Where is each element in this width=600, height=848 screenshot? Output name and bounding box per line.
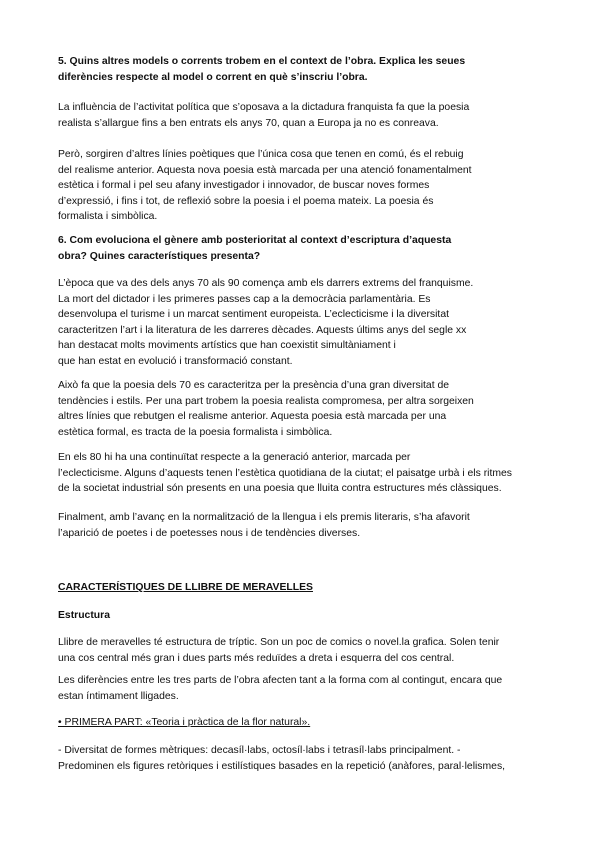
text-line: 5. Quins altres models o corrents trobem en el context de l’obra. Explica les seues bbox=[58, 56, 466, 67]
text-line: Les diferències entre les tres parts de l’obra afecten tant a la forma com al contingut, encara que bbox=[58, 675, 503, 686]
question-6-title bbox=[58, 233, 451, 264]
text-line: del realisme anterior. Aquesta nova poesia està marcada per una atenció fonamentalment bbox=[58, 164, 472, 176]
text-line: que han estat en evolució i transformació constant. bbox=[58, 355, 293, 367]
question-6-paragraph-2 bbox=[58, 378, 474, 440]
text-line: l’aparició de poetes i de poetesses nous i de tendències diverses. bbox=[58, 527, 361, 539]
text-line: de la societat industrial són presents en una poesia que lluita contra estructures més clàssiques. bbox=[58, 483, 502, 495]
text-line: La mort del dictador i les primeres passes cap a la democràcia parlamentària. Es bbox=[58, 293, 431, 305]
text-line: diferències respecte al model o corrent en què s’inscriu l’obra. bbox=[58, 71, 368, 83]
text-line: Però, sorgiren d’altres línies poètiques que l’única cosa que tenen en comú, és el rebuig bbox=[58, 149, 464, 160]
text-line: estètica i formal i pel seu afany investigador i innovador, de buscar noves formes bbox=[58, 180, 430, 192]
text-line: 6. Com evoluciona el gènere amb posterioritat al context d’escriptura d’aquesta bbox=[58, 235, 452, 246]
question-5-paragraph-2 bbox=[58, 147, 472, 225]
question-6-paragraph-4 bbox=[58, 510, 470, 541]
text-line: La influència de l’activitat política que s’oposava a la dictadura franquista fa que la poesia bbox=[58, 102, 470, 113]
question-6-paragraph-1 bbox=[58, 276, 473, 370]
text-line: estan íntimament lligades. bbox=[58, 690, 179, 702]
text-line: desenvolupa el turisme i un marcat sentiment europeista. L’eclecticisme i la diversitat bbox=[58, 309, 449, 321]
text-line: han destacat molts moviments artístics que han coexistit simultàniament i bbox=[58, 340, 396, 352]
text-line: • PRIMERA PART: «Teoria i pràctica de la flor natural». bbox=[58, 717, 311, 728]
text-line: Finalment, amb l’avanç en la normalització de la llengua i els premis literaris, s’ha afavorit bbox=[58, 512, 470, 523]
section-heading bbox=[58, 580, 313, 596]
structure-paragraph-2 bbox=[58, 673, 502, 704]
text-line: formalista i simbòlica. bbox=[58, 211, 158, 223]
first-part-title bbox=[58, 715, 310, 731]
text-line: caracteritzen l’art i la literatura de les darreres dècades. Aquests últims anys del segle xx bbox=[58, 324, 467, 336]
question-5-paragraph-1 bbox=[58, 100, 469, 131]
text-line: - Diversitat de formes mètriques: decasíl·labs, octosíl·labs i tetrasíl·labs principalment. - bbox=[58, 745, 461, 756]
text-line: tendències i estils. Per una part trobem la poesia realista compromesa, per altra sorgeixen bbox=[58, 395, 474, 407]
text-line: realista s’allargue fins a ben entrats els anys 70, quan a Europa ja no es conreava. bbox=[58, 117, 439, 129]
first-part-paragraph bbox=[58, 743, 505, 774]
text-line: L’època que va des dels anys 70 als 90 comença amb els darrers extrems del franquisme. bbox=[58, 278, 474, 289]
text-line: l’eclecticisme. Alguns d’aquests tenen l’estètica quotidiana de la ciutat; el paisatge urbà i els ritmes bbox=[58, 467, 512, 479]
text-line: Això fa que la poesia dels 70 es caracteritza per la presència d’una gran diversitat de bbox=[58, 380, 450, 391]
structure-paragraph-1 bbox=[58, 635, 499, 666]
text-line: obra? Quines característiques presenta? bbox=[58, 250, 261, 262]
text-line: Predominen els figures retòriques i estilístiques basades en la repetició (anàfores, paral·lelismes, bbox=[58, 760, 506, 772]
text-line: Llibre de meravelles té estructura de tríptic. Son un poc de comics o novel.la grafica. Solen tenir bbox=[58, 637, 500, 648]
text-line: d’expressió, i fins i tot, de reflexió sobre la poesia i el poema mateix. La poesia és bbox=[58, 195, 434, 207]
text-line: altres línies que rebutgen el realisme anterior. Aquesta poesia està marcada per una bbox=[58, 411, 447, 423]
question-5-title bbox=[58, 54, 465, 85]
text-line: En els 80 hi ha una continuïtat respecte a la generació anterior, marcada per bbox=[58, 452, 411, 463]
question-6-paragraph-3 bbox=[58, 450, 512, 497]
text-line: CARACTERÍSTIQUES DE LLIBRE DE MERAVELLES bbox=[58, 582, 313, 593]
text-line: estètica formal, es tracta de la poesia formalista i simbòlica. bbox=[58, 426, 333, 438]
structure-heading bbox=[58, 608, 110, 624]
text-line: Estructura bbox=[58, 610, 110, 621]
text-line: una cos central més gran i dues parts més reduïdes a dreta i esquerra del cos central. bbox=[58, 652, 455, 664]
